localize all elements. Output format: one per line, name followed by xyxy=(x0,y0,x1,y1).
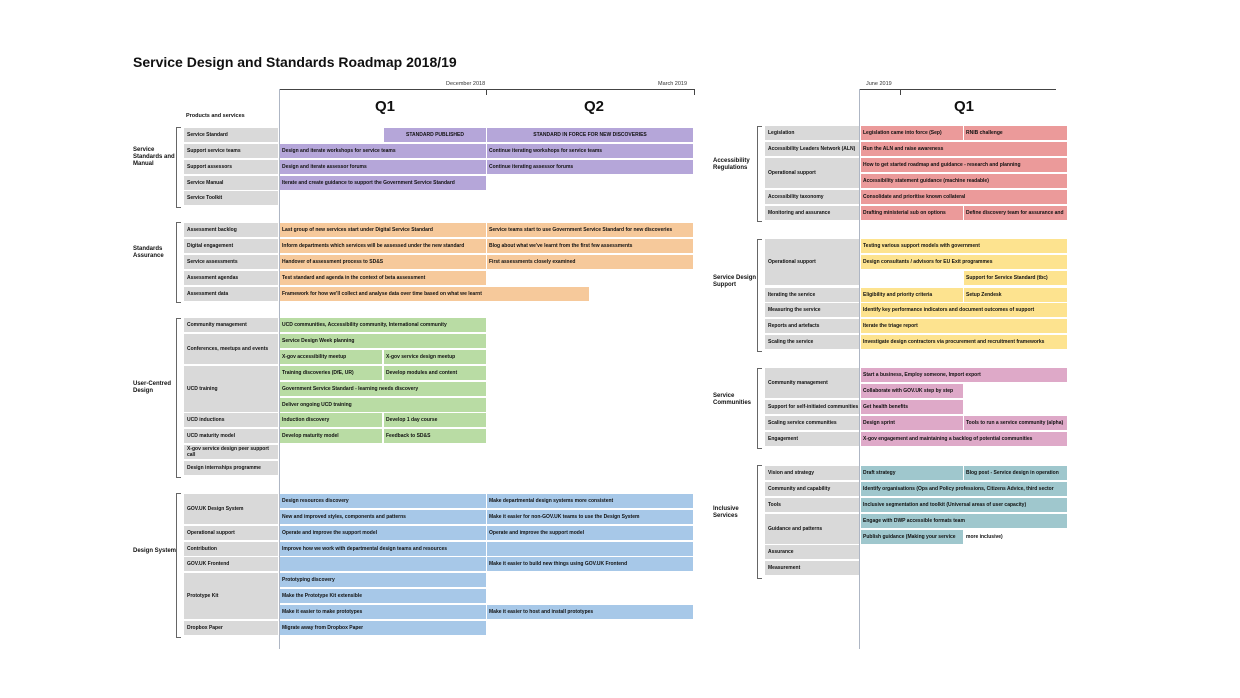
row-label: X-gov service design peer support call xyxy=(184,445,278,459)
timeline-date: December 2018 xyxy=(446,81,486,87)
roadmap-bar: Continue iterating workshops for service teams xyxy=(487,144,693,158)
roadmap-bar: Last group of new services start under Digital Service Standard xyxy=(280,223,486,237)
roadmap-bar: Design consultants / advisors for EU Exit programmes xyxy=(861,255,1067,269)
roadmap-bar: Handover of assessment process to SD&S xyxy=(280,255,486,269)
row-label: UCD maturity model xyxy=(184,429,278,443)
roadmap-bar: Collaborate with GOV.UK step by step xyxy=(861,384,963,398)
row-label: Conferences, meetups and events xyxy=(184,334,278,364)
roadmap-bar: Support for Service Standard (tbc) xyxy=(964,271,1067,285)
row-label: Legislation xyxy=(765,126,859,140)
roadmap-bar: Migrate away from Dropbox Paper xyxy=(280,621,486,635)
roadmap-bar: Blog about what we've learnt from the first few assessments xyxy=(487,239,693,253)
roadmap-bar: STANDARD IN FORCE FOR NEW DISCOVERIES xyxy=(487,128,693,142)
row-label: UCD inductions xyxy=(184,413,278,427)
timeline-axis xyxy=(859,89,1056,90)
roadmap-bar: Inclusive segmentation and toolkit (Universal areas of user capacity) xyxy=(861,498,1067,512)
products-header: Products and services xyxy=(186,113,245,119)
row-label: Operational support xyxy=(184,526,278,540)
roadmap-bar: X-gov accessibility meetup xyxy=(280,350,382,364)
roadmap-bar: Deliver ongoing UCD training xyxy=(280,398,486,412)
roadmap-bar: Framework for how we'll collect and analyse data over time based on what we learnt xyxy=(280,287,589,301)
roadmap-bar: Testing various support models with government xyxy=(861,239,1067,253)
row-label: Assessment data xyxy=(184,287,278,301)
row-label: Service Standard xyxy=(184,128,278,142)
page-title: Service Design and Standards Roadmap 2018/19 xyxy=(133,54,457,70)
roadmap-bar: X-gov engagement and maintaining a backlog of potential communities xyxy=(861,432,1067,446)
roadmap-bar: Test standard and agenda in the context of beta assessment xyxy=(280,271,486,285)
roadmap-bar: X-gov service design meetup xyxy=(384,350,486,364)
group-label: Service Design Support xyxy=(713,275,757,288)
roadmap-bar: Publish guidance (Making your service xyxy=(861,530,963,544)
row-label: Accessibility taxonomy xyxy=(765,190,859,204)
roadmap-bar: Make it easier to make prototypes xyxy=(280,605,486,619)
row-label: Support for self-initiated communities xyxy=(765,400,859,414)
roadmap-bar: Prototyping discovery xyxy=(280,573,486,587)
row-label: Reports and artefacts xyxy=(765,319,859,333)
roadmap-bar: Drafting ministerial sub on options xyxy=(861,206,963,220)
group-label: User-Centred Design xyxy=(133,381,172,394)
group-bracket xyxy=(757,126,762,222)
group-bracket xyxy=(176,493,181,638)
group-label: Design System xyxy=(133,548,177,554)
roadmap-bar: New and improved styles, components and patterns xyxy=(280,510,486,524)
row-label: Assessment agendas xyxy=(184,271,278,285)
row-label: Guidance and patterns xyxy=(765,514,859,544)
roadmap-bar: Tools to run a service community (alpha) xyxy=(964,416,1067,430)
group-bracket xyxy=(757,239,762,352)
roadmap-bar: Design resources discovery xyxy=(280,494,486,508)
roadmap-bar: Define discovery team for assurance and xyxy=(964,206,1067,220)
roadmap-bar: Operate and improve the support model xyxy=(280,526,486,540)
roadmap-bar: Develop 1 day course xyxy=(384,413,486,427)
roadmap-bar: Make it easier to host and install prototypes xyxy=(487,605,693,619)
row-label: Design internships programme xyxy=(184,461,278,475)
row-label: Digital engagement xyxy=(184,239,278,253)
group-bracket xyxy=(757,368,762,449)
roadmap-bar: Eligibility and priority criteria xyxy=(861,288,963,302)
roadmap-bar: Design and iterate assessor forums xyxy=(280,160,486,174)
roadmap-bar xyxy=(487,542,693,556)
roadmap-bar: RNIB challenge xyxy=(964,126,1067,140)
bar-text: more inclusive) xyxy=(966,534,1003,540)
row-label: UCD training xyxy=(184,366,278,412)
row-label: Prototype Kit xyxy=(184,573,278,619)
row-label: Vision and strategy xyxy=(765,466,859,480)
group-label: Accessibility Regulations xyxy=(713,158,750,171)
quarter-label: Q2 xyxy=(583,98,605,115)
roadmap-bar: Draft strategy xyxy=(861,466,963,480)
row-label: Service Manual xyxy=(184,176,278,190)
group-label: Inclusive Services xyxy=(713,506,739,519)
row-label: Assessment backlog xyxy=(184,223,278,237)
roadmap-bar: Run the ALN and raise awareness xyxy=(861,142,1067,156)
roadmap-bar: Blog post - Service design in operation xyxy=(964,466,1067,480)
roadmap-bar: Make the Prototype Kit extensible xyxy=(280,589,486,603)
row-label: GOV.UK Frontend xyxy=(184,557,278,571)
roadmap-bar: Identify key performance indicators and document outcomes of support xyxy=(861,303,1067,317)
row-label: Monitoring and assurance xyxy=(765,206,859,220)
roadmap-bar xyxy=(280,557,486,571)
roadmap-bar: Continue iterating assessor forums xyxy=(487,160,693,174)
roadmap-bar: Accessibility statement guidance (machine readable) xyxy=(861,174,1067,188)
row-label: Support assessors xyxy=(184,160,278,174)
row-label: Service assessments xyxy=(184,255,278,269)
group-bracket xyxy=(176,222,181,303)
roadmap-bar: Setup Zendesk xyxy=(964,288,1067,302)
roadmap-bar: Develop modules and content xyxy=(384,366,486,380)
group-bracket xyxy=(176,127,181,208)
row-label: Measuring the service xyxy=(765,303,859,317)
quarter-label: Q1 xyxy=(374,98,396,115)
roadmap-bar: Make departmental design systems more consistent xyxy=(487,494,693,508)
roadmap-bar: First assessments closely examined xyxy=(487,255,693,269)
row-label: Community and capability xyxy=(765,482,859,496)
row-label: Assurance xyxy=(765,545,859,559)
timeline-tick xyxy=(694,89,695,95)
roadmap-bar: Service Design Week planning xyxy=(280,334,486,348)
roadmap-bar: Make it easier to build new things using GOV.UK Frontend xyxy=(487,557,693,571)
roadmap-bar: Feedback to SD&S xyxy=(384,429,486,443)
roadmap-bar: Iterate and create guidance to support the Government Service Standard xyxy=(280,176,486,190)
grid-line xyxy=(859,89,860,649)
roadmap-bar: Operate and improve the support model xyxy=(487,526,693,540)
row-label: Community management xyxy=(184,318,278,332)
timeline-date: March 2019 xyxy=(658,81,688,87)
roadmap-bar: Start a business, Employ someone, Import export xyxy=(861,368,1067,382)
group-label: Service Communities xyxy=(713,393,752,406)
roadmap-bar: Identify organisations (Ops and Policy professions, Citizens Advice, third sector xyxy=(861,482,1067,496)
row-label: Scaling the service xyxy=(765,335,859,349)
roadmap-bar: Induction discovery xyxy=(280,413,382,427)
row-label: Tools xyxy=(765,498,859,512)
roadmap-bar: Improve how we work with departmental design teams and resources xyxy=(280,542,486,556)
roadmap-bar: Design and iterate workshops for service teams xyxy=(280,144,486,158)
roadmap-bar: Legislation came into force (Sep) xyxy=(861,126,963,140)
roadmap-bar: Government Service Standard - learning needs discovery xyxy=(280,382,486,396)
roadmap-bar: Make it easier for non-GOV.UK teams to use the Design System xyxy=(487,510,693,524)
row-label: Support service teams xyxy=(184,144,278,158)
row-label: Accessibility Leaders Network (ALN) xyxy=(765,142,859,156)
roadmap-bar: Service teams start to use Government Service Standard for new discoveries xyxy=(487,223,693,237)
timeline-tick xyxy=(486,89,487,95)
row-label: Service Toolkit xyxy=(184,191,278,205)
row-label: Engagement xyxy=(765,432,859,446)
roadmap-bar: Iterate the triage report xyxy=(861,319,1067,333)
quarter-label: Q1 xyxy=(953,98,975,115)
roadmap-bar: Investigate design contractors via procurement and recruitment frameworks xyxy=(861,335,1067,349)
roadmap-bar: Get health benefits xyxy=(861,400,963,414)
roadmap-bar: STANDARD PUBLISHED xyxy=(384,128,486,142)
row-label: Community management xyxy=(765,368,859,398)
roadmap-bar: How to get started roadmap and guidance - research and planning xyxy=(861,158,1067,172)
roadmap-bar: UCD communities, Accessibility community, International community xyxy=(280,318,486,332)
group-bracket xyxy=(757,465,762,579)
row-label: Measurement xyxy=(765,561,859,575)
row-label: GOV.UK Design System xyxy=(184,494,278,524)
group-label: Service Standards and Manual xyxy=(133,147,175,167)
timeline-tick xyxy=(900,89,901,95)
roadmap-bar: Engage with DWP accessible formats team xyxy=(861,514,1067,528)
roadmap-bar: Design sprint xyxy=(861,416,963,430)
row-label: Operational support xyxy=(765,239,859,285)
row-label: Scaling service communities xyxy=(765,416,859,430)
roadmap-bar: Develop maturity model xyxy=(280,429,382,443)
roadmap-bar: Consolidate and prioritise known collateral xyxy=(861,190,1067,204)
row-label: Operational support xyxy=(765,158,859,188)
roadmap-bar: Training discoveries (DfE, UR) xyxy=(280,366,382,380)
timeline-date: June 2019 xyxy=(866,81,892,87)
row-label: Dropbox Paper xyxy=(184,621,278,635)
row-label: Iterating the service xyxy=(765,288,859,302)
roadmap-bar: Inform departments which services will be assessed under the new standard xyxy=(280,239,486,253)
group-bracket xyxy=(176,318,181,478)
row-label: Contribution xyxy=(184,542,278,556)
group-label: Standards Assurance xyxy=(133,246,164,259)
